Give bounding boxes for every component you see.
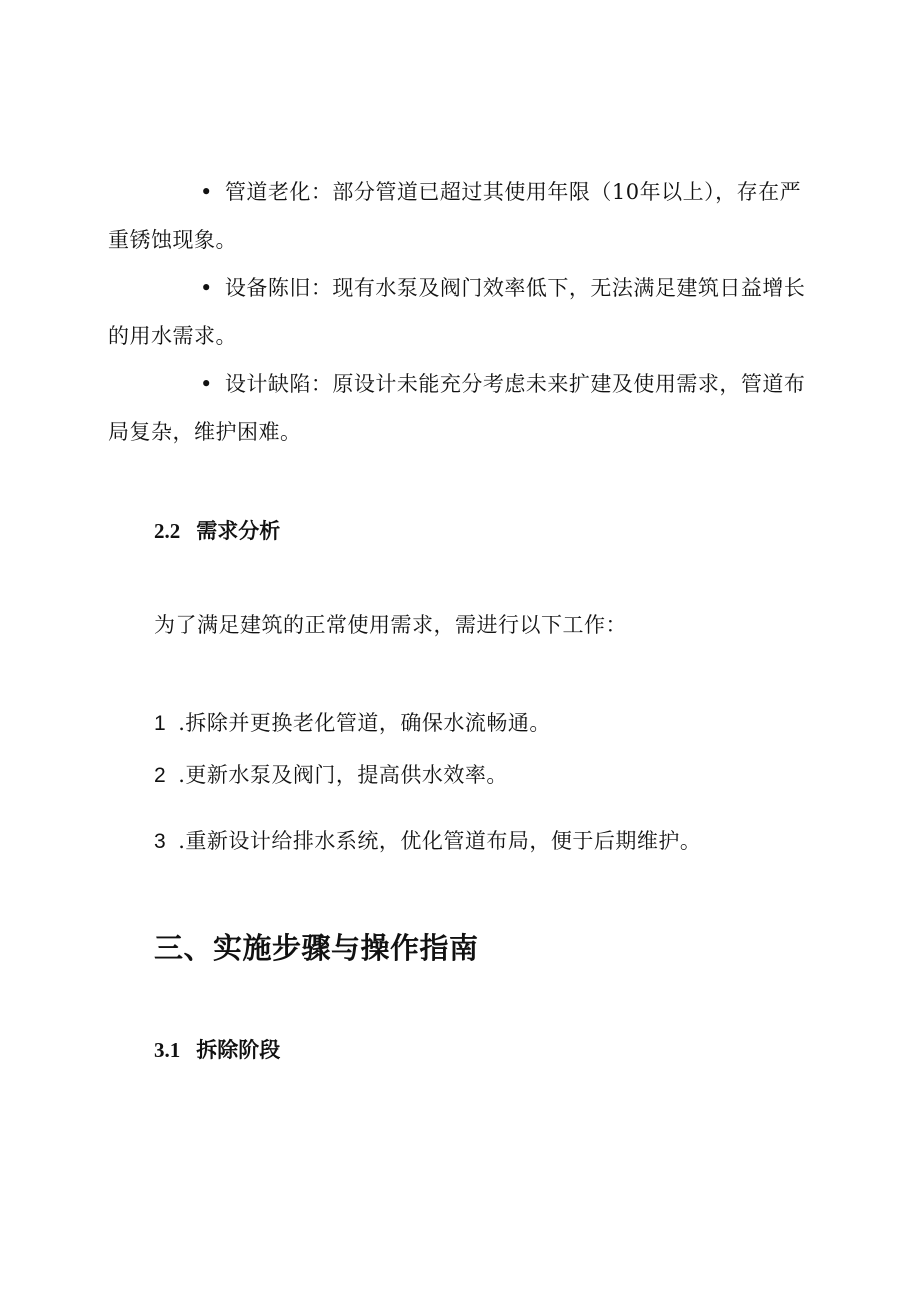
section-title: 需求分析 bbox=[196, 518, 281, 543]
step-number: 1 bbox=[154, 712, 167, 735]
bullet-text: 设计缺陷：原设计未能充分考虑未来扩建及使用需求，管道布局复杂，维护困难。 bbox=[108, 372, 806, 444]
step-text: .重新设计给排水系统，优化管道布局，便于后期维护。 bbox=[178, 829, 702, 853]
step-item bbox=[154, 708, 551, 739]
bullet-text: 管道老化：部分管道已超过其使用年限（10年以上），存在严重锈蚀现象。 bbox=[108, 180, 802, 252]
step-item bbox=[154, 760, 508, 791]
step-item bbox=[154, 826, 701, 857]
bullet-design-defect bbox=[108, 360, 808, 456]
bullet-symbol: • bbox=[200, 276, 213, 300]
section-heading-3-1 bbox=[154, 1035, 280, 1065]
section-title: 拆除阶段 bbox=[196, 1037, 281, 1062]
bullet-text: 设备陈旧：现有水泵及阀门效率低下，无法满足建筑日益增长的用水需求。 bbox=[108, 276, 806, 348]
chapter-heading: 三、实施步骤与操作指南 bbox=[154, 931, 479, 965]
bullet-symbol: • bbox=[200, 180, 213, 204]
step-number: 2 bbox=[154, 764, 167, 787]
bullet-equipment-old bbox=[108, 264, 808, 360]
section-number: 3.1 bbox=[154, 1038, 181, 1062]
section-number: 2.2 bbox=[154, 519, 181, 543]
step-text: .更新水泵及阀门，提高供水效率。 bbox=[178, 763, 508, 787]
step-text: .拆除并更换老化管道，确保水流畅通。 bbox=[178, 711, 551, 735]
intro-text: 为了满足建筑的正常使用需求，需进行以下工作： bbox=[154, 613, 627, 637]
step-number: 3 bbox=[154, 830, 167, 853]
section-heading-2-2 bbox=[154, 516, 280, 546]
bullet-symbol: • bbox=[200, 372, 213, 396]
bullet-pipe-aging bbox=[108, 168, 808, 264]
